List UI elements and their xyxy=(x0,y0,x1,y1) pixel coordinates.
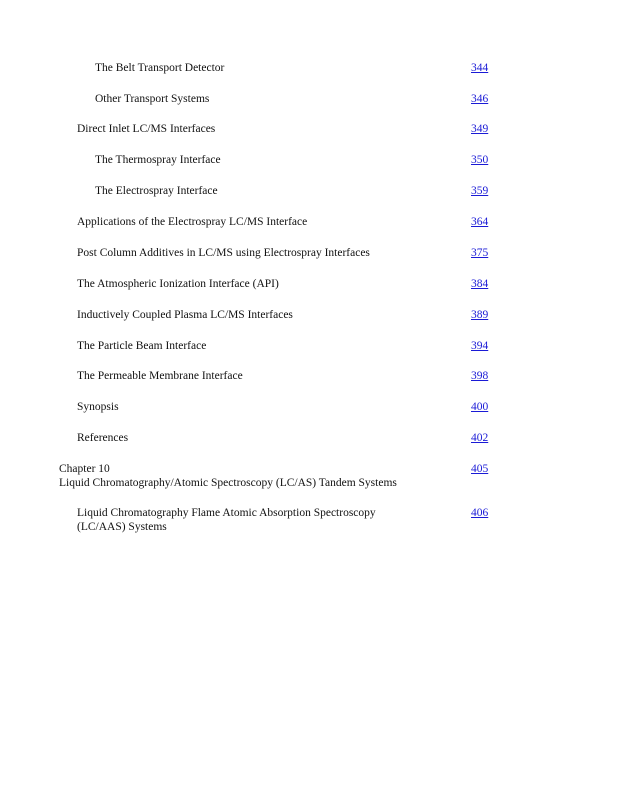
toc-entry-title: The Belt Transport Detector xyxy=(95,62,225,74)
toc-entry-title-line: Liquid Chromatography Flame Atomic Absorption Spectroscopy xyxy=(77,507,376,519)
toc-page-link[interactable]: 349 xyxy=(471,123,489,135)
toc-page-link[interactable]: 406 xyxy=(471,507,489,519)
toc-page-link[interactable]: 375 xyxy=(471,247,489,259)
toc-entry-title: References xyxy=(77,432,129,444)
toc-page-link[interactable]: 402 xyxy=(471,432,489,444)
toc-page-link[interactable]: 359 xyxy=(471,185,489,197)
toc-page-link[interactable]: 394 xyxy=(471,340,489,352)
toc-page-link[interactable]: 400 xyxy=(471,401,489,413)
toc-entry-title: Applications of the Electrospray LC/MS Interface xyxy=(77,216,308,228)
toc-page-link[interactable]: 346 xyxy=(471,93,489,105)
toc-entry-title: Direct Inlet LC/MS Interfaces xyxy=(77,123,216,135)
toc-entry-title: The Electrospray Interface xyxy=(95,185,218,197)
toc-page-link[interactable]: 398 xyxy=(471,370,489,382)
toc-entry-title: Post Column Additives in LC/MS using Electrospray Interfaces xyxy=(77,247,370,259)
toc-page-link[interactable]: 384 xyxy=(471,278,489,290)
toc-page-link[interactable]: 350 xyxy=(471,154,489,166)
chapter-heading xyxy=(59,462,397,490)
chapter-page-link[interactable]: 405 xyxy=(471,463,489,475)
toc-page-link[interactable]: 389 xyxy=(471,309,489,321)
toc-entry-title: The Permeable Membrane Interface xyxy=(77,370,243,382)
toc-entry-title: Synopsis xyxy=(77,401,119,413)
toc-page-link[interactable]: 344 xyxy=(471,62,489,74)
toc-page-link[interactable]: 364 xyxy=(471,216,489,228)
toc-entry-title: Other Transport Systems xyxy=(95,93,210,105)
chapter-number: Chapter 10 xyxy=(59,463,110,475)
toc-entry-title xyxy=(77,506,376,534)
toc-entry-title: The Atmospheric Ionization Interface (API) xyxy=(77,278,279,290)
chapter-title: Liquid Chromatography/Atomic Spectroscopy (LC/AS) Tandem Systems xyxy=(59,477,397,489)
toc-entry-title-line: (LC/AAS) Systems xyxy=(77,521,167,533)
toc-entry-title: The Particle Beam Interface xyxy=(77,340,207,352)
toc-entry-title: Inductively Coupled Plasma LC/MS Interfaces xyxy=(77,309,293,321)
toc-entry-title: The Thermospray Interface xyxy=(95,154,221,166)
